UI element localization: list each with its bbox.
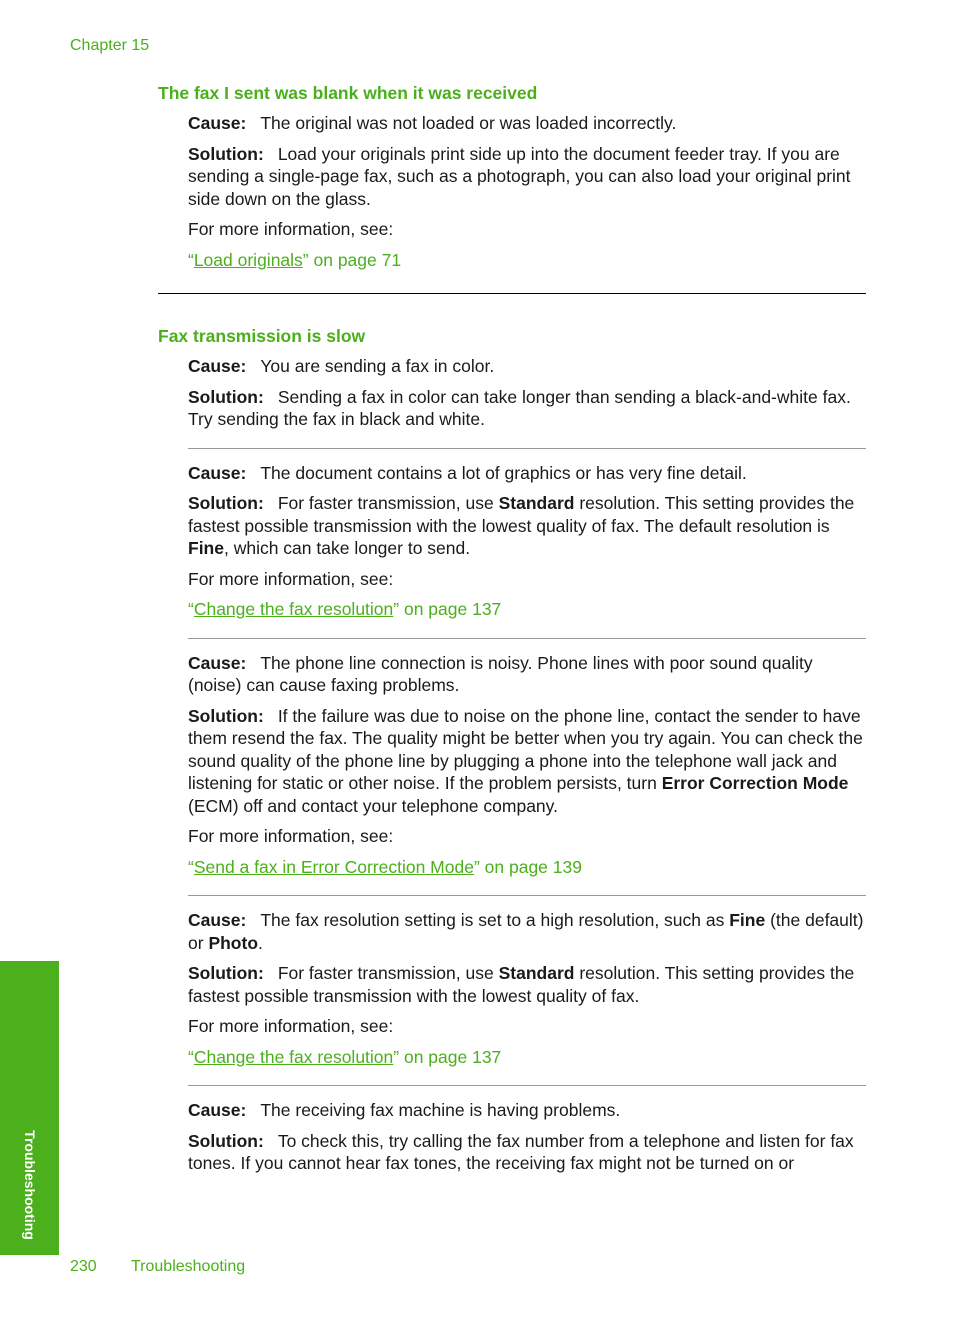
cause-label: Cause: xyxy=(188,652,247,673)
section-slow-fax-item-5 xyxy=(188,1099,866,1175)
solution-label: Solution: xyxy=(188,1130,264,1151)
solution-text: If the failure was due to noise on the phone line, contact the sender to have them resend the fax. The quality might be better when you try again. You can check the sound quality of the phone line by plugging a phone into the telephone wall jack and listening for static or other noise. If the problem persists, turn xyxy=(188,705,863,793)
link-change-fax-resolution[interactable] xyxy=(188,598,866,621)
section-title-slow-fax: Fax transmission is slow xyxy=(158,326,366,346)
more-info-text: For more information, see: xyxy=(188,219,394,239)
cause-label: Cause: xyxy=(188,113,247,133)
item-divider xyxy=(188,448,866,449)
cause-text: . xyxy=(258,932,263,953)
solution-text: resolution. This setting provides the fastest possible transmission with the lowest quality of fax. The default resolution is xyxy=(188,493,855,536)
solution-label: Solution: xyxy=(188,143,264,164)
solution-bold-term: Fine xyxy=(188,538,224,558)
more-info-text: For more information, see: xyxy=(188,568,394,589)
more-info-text: For more information, see: xyxy=(188,1016,394,1036)
cause-label: Cause: xyxy=(188,462,247,483)
link-change-fax-resolution[interactable] xyxy=(188,1046,866,1069)
solution-bold-term: Standard xyxy=(498,963,575,983)
side-tab-label: Troubleshooting xyxy=(22,1130,38,1240)
solution-paragraph xyxy=(188,386,866,431)
section-slow-fax-item-1 xyxy=(188,355,866,431)
solution-paragraph xyxy=(188,1130,866,1175)
cause-text: You are sending a fax in color. xyxy=(260,356,495,376)
cause-paragraph xyxy=(188,1099,866,1122)
cause-paragraph xyxy=(188,909,866,954)
solution-text: resolution. This setting provides the fastest possible transmission with the lowest quality of fax. xyxy=(188,963,855,1006)
section-slow-fax-item-2 xyxy=(188,462,866,621)
item-divider xyxy=(188,895,866,896)
link-text[interactable]: Send a fax in Error Correction Mode xyxy=(193,856,474,877)
cause-text: The phone line connection is noisy. Phone lines with poor sound quality (noise) can cause faxing problems. xyxy=(188,652,813,695)
section-blank-fax xyxy=(188,112,866,271)
item-divider xyxy=(188,1085,866,1086)
cause-text: (the default) or xyxy=(188,910,864,953)
link-text[interactable]: Change the fax resolution xyxy=(193,1046,394,1067)
section-divider xyxy=(158,293,866,294)
link-page-ref: ” on page 137 xyxy=(393,1046,502,1067)
cause-paragraph xyxy=(188,652,866,697)
solution-label: Solution: xyxy=(188,386,264,407)
link-page-ref: ” on page 137 xyxy=(393,599,502,619)
link-send-fax-ecm[interactable] xyxy=(188,856,866,879)
solution-bold-term: Standard xyxy=(498,493,575,513)
solution-text: For faster transmission, use xyxy=(277,493,499,513)
footer-title: Troubleshooting xyxy=(131,1258,246,1275)
cause-bold-term: Photo xyxy=(208,932,259,953)
solution-label: Solution: xyxy=(188,705,264,726)
cause-paragraph xyxy=(188,462,866,485)
cause-label: Cause: xyxy=(188,356,247,376)
solution-paragraph xyxy=(188,492,866,560)
solution-text: Sending a fax in color can take longer than sending a black-and-white fax. Try sending the fax in black and white. xyxy=(188,386,851,429)
link-text[interactable]: Change the fax resolution xyxy=(193,599,394,619)
cause-bold-term: Fine xyxy=(729,910,766,930)
cause-text: The receiving fax machine is having problems. xyxy=(260,1100,621,1120)
link-quote: “ xyxy=(188,599,194,619)
cause-paragraph xyxy=(188,112,866,135)
cause-label: Cause: xyxy=(188,910,247,930)
solution-text: Load your originals print side up into the document feeder tray. If you are sending a single-page fax, such as a photograph, you can also load your original print side down on the glass. xyxy=(188,143,851,209)
section-slow-fax-item-3 xyxy=(188,652,866,879)
solution-paragraph xyxy=(188,705,866,818)
link-quote: “ xyxy=(188,249,194,270)
cause-paragraph xyxy=(188,355,866,378)
solution-label: Solution: xyxy=(188,963,264,983)
item-divider xyxy=(188,638,866,639)
solution-text: To check this, try calling the fax number from a telephone and listen for fax tones. If you cannot hear fax tones, the receiving fax might not be turned on or xyxy=(188,1130,854,1173)
link-page-ref: ” on page 71 xyxy=(302,249,402,270)
link-text[interactable]: Load originals xyxy=(193,249,303,270)
solution-label: Solution: xyxy=(188,493,264,513)
solution-text: , which can take longer to send. xyxy=(223,538,471,558)
cause-text: The document contains a lot of graphics or has very fine detail. xyxy=(260,462,747,483)
cause-text: The fax resolution setting is set to a high resolution, such as xyxy=(260,910,730,930)
link-quote: “ xyxy=(188,856,194,877)
solution-bold-term: Error Correction Mode xyxy=(661,773,849,793)
solution-paragraph xyxy=(188,962,866,1007)
cause-text: The original was not loaded or was loaded incorrectly. xyxy=(260,113,677,133)
link-quote: “ xyxy=(188,1046,194,1067)
link-load-originals[interactable] xyxy=(188,249,866,272)
chapter-header: Chapter 15 xyxy=(70,37,150,54)
footer-page-number: 230 xyxy=(70,1258,97,1275)
solution-text: For faster transmission, use xyxy=(277,963,499,983)
section-slow-fax-item-4 xyxy=(188,909,866,1068)
more-info-text: For more information, see: xyxy=(188,826,394,846)
page-content xyxy=(158,82,866,1175)
solution-text: (ECM) off and contact your telephone company. xyxy=(188,795,558,816)
cause-label: Cause: xyxy=(188,1100,247,1120)
link-page-ref: ” on page 139 xyxy=(473,856,582,877)
section-title-blank-fax: The fax I sent was blank when it was received xyxy=(158,83,538,103)
solution-paragraph xyxy=(188,143,866,211)
